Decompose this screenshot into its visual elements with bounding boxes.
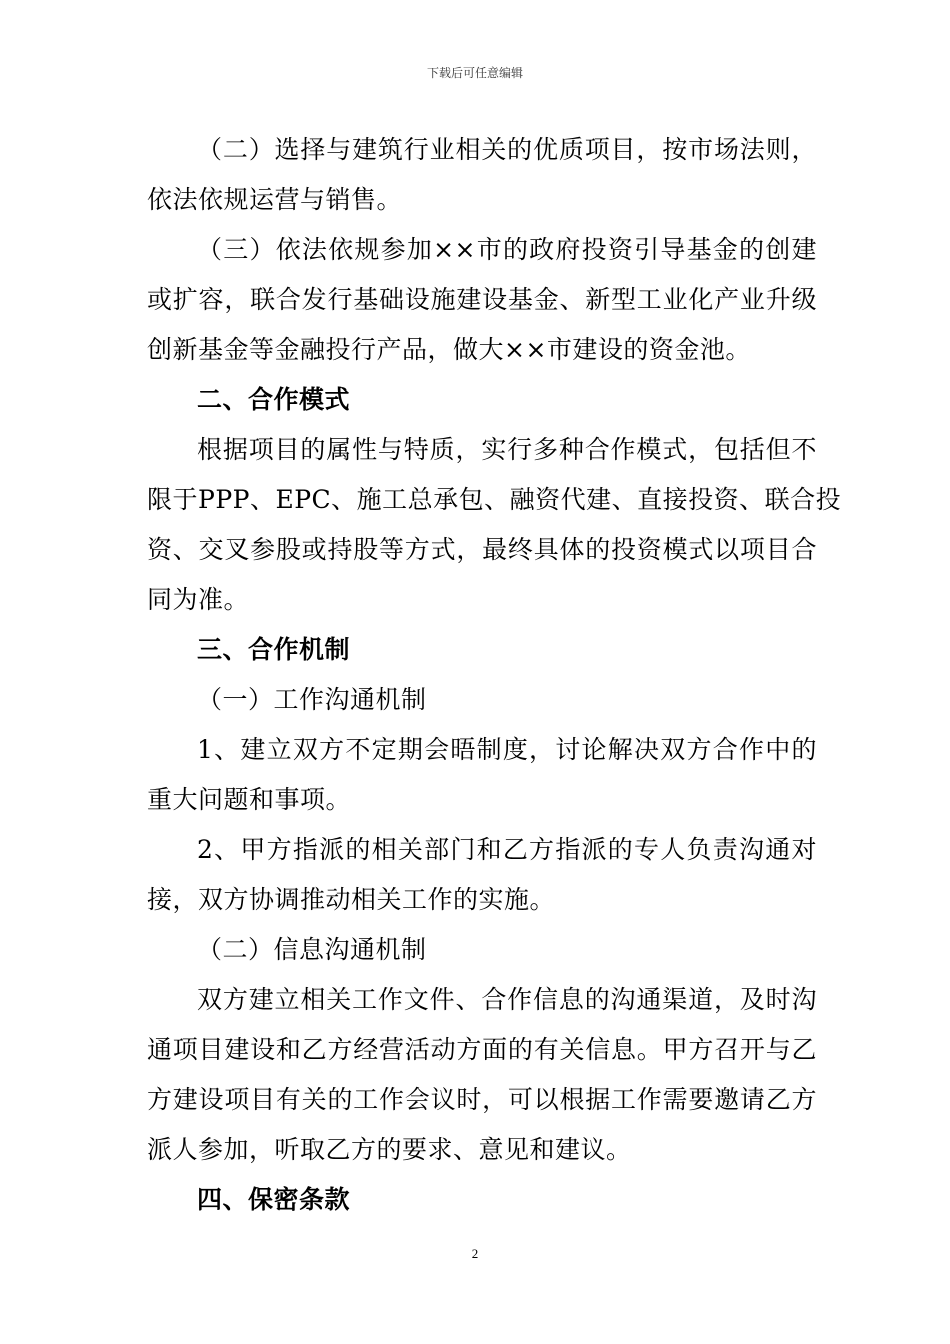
paragraph-line: （二）选择与建筑行业相关的优质项目，按市场法则， bbox=[197, 135, 817, 164]
paragraph-line: 同为准。 bbox=[147, 585, 250, 614]
paragraph-line: 2、甲方指派的相关部门和乙方指派的专人负责沟通对 bbox=[197, 835, 817, 864]
section-heading-confidentiality: 四、保密条款 bbox=[197, 1185, 351, 1214]
page-header: 下载后可任意编辑 bbox=[426, 66, 523, 80]
subsection-heading: （二）信息沟通机制 bbox=[197, 935, 427, 964]
paragraph-line: 资、交叉参股或持股等方式，最终具体的投资模式以项目合 bbox=[147, 535, 817, 564]
paragraph-line: 方建设项目有关的工作会议时，可以根据工作需要邀请乙方 bbox=[147, 1085, 817, 1114]
paragraph-line: 双方建立相关工作文件、合作信息的沟通渠道，及时沟 bbox=[197, 985, 817, 1014]
paragraph-line: 或扩容，联合发行基础设施建设基金、新型工业化产业升级 bbox=[147, 285, 817, 314]
paragraph-line: 重大问题和事项。 bbox=[147, 785, 352, 814]
paragraph-line: 依法依规运营与销售。 bbox=[147, 185, 403, 214]
paragraph-line: 通项目建设和乙方经营活动方面的有关信息。甲方召开与乙 bbox=[147, 1035, 817, 1064]
paragraph-line: 限于PPP、EPC、施工总承包、融资代建、直接投资、联合投 bbox=[147, 485, 842, 514]
paragraph-line: （三）依法依规参加××市的政府投资引导基金的创建 bbox=[197, 235, 817, 264]
page-number: 2 bbox=[471, 1246, 479, 1261]
paragraph-line: 派人参加，听取乙方的要求、意见和建议。 bbox=[147, 1135, 632, 1164]
paragraph-line: 根据项目的属性与特质，实行多种合作模式，包括但不 bbox=[197, 435, 817, 464]
paragraph-line: 接，双方协调推动相关工作的实施。 bbox=[147, 885, 556, 914]
paragraph-line: 1、建立双方不定期会晤制度，讨论解决双方合作中的 bbox=[197, 735, 817, 764]
document-body bbox=[147, 125, 842, 1225]
section-heading-cooperation-mechanism: 三、合作机制 bbox=[197, 635, 351, 664]
section-heading-cooperation-mode: 二、合作模式 bbox=[197, 385, 351, 414]
paragraph-line: 创新基金等金融投行产品，做大××市建设的资金池。 bbox=[147, 335, 751, 364]
subsection-heading: （一）工作沟通机制 bbox=[197, 685, 427, 714]
